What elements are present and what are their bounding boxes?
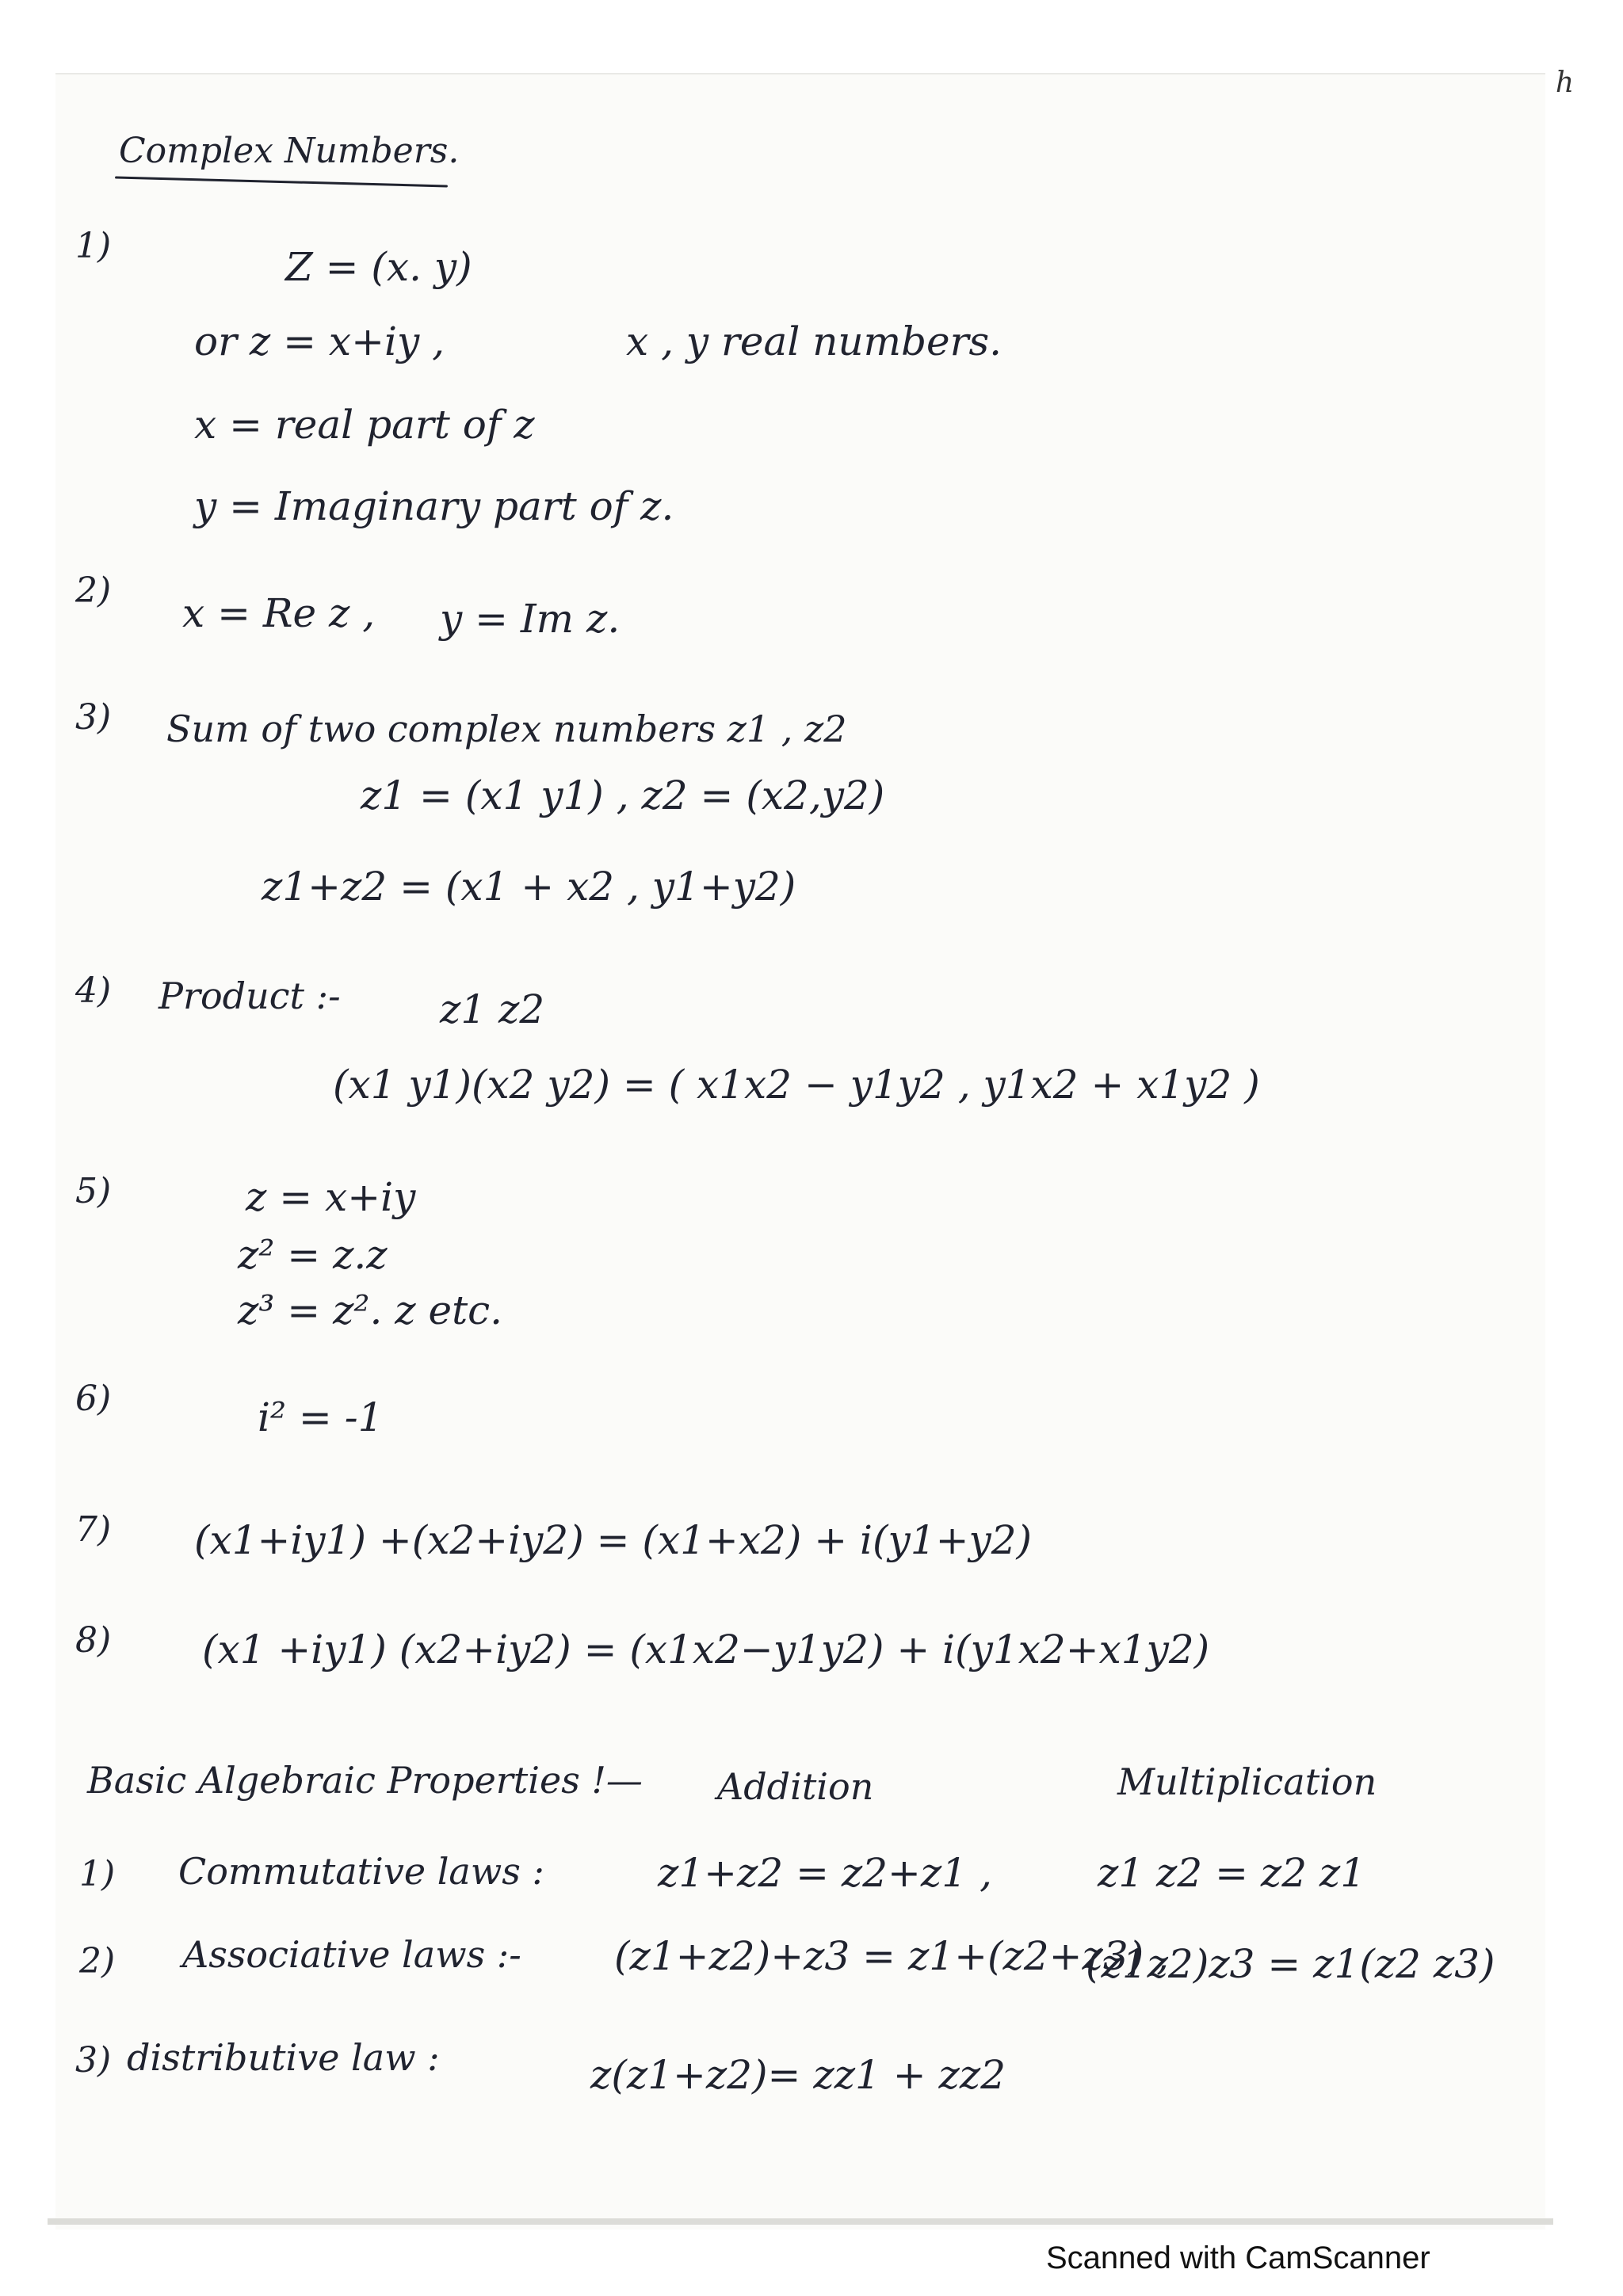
page-title: Complex Numbers. xyxy=(119,131,460,171)
definition-line: x = real part of z xyxy=(194,402,535,448)
notebook-page xyxy=(55,73,1545,2229)
property-multiplication: (z1z2)z3 = z1(z2 z3) xyxy=(1086,1941,1495,1987)
definition-line: z1 = (x1 y1) , z2 = (x2,y2) xyxy=(361,772,885,818)
definition-line: or z = x+iy , xyxy=(194,318,445,364)
definition-line: (x1+iy1) +(x2+iy2) = (x1+x2) + i(y1+y2) xyxy=(194,1517,1033,1563)
definition-line: i² = -1 xyxy=(258,1394,384,1440)
item-number: 1) xyxy=(75,226,112,266)
definition-line: y = Im z. xyxy=(440,596,621,642)
property-number: 2) xyxy=(79,1941,116,1981)
properties-heading: Basic Algebraic Properties !— xyxy=(87,1759,643,1802)
multiplication-column-heading: Multiplication xyxy=(1117,1760,1377,1803)
property-number: 3) xyxy=(75,2040,112,2081)
item-number: 3) xyxy=(75,697,112,738)
item-number: 7) xyxy=(75,1509,112,1550)
property-number: 1) xyxy=(79,1854,116,1894)
property-name: distributive law : xyxy=(127,2036,440,2079)
item-number: 6) xyxy=(75,1379,112,1419)
definition-line: x , y real numbers. xyxy=(626,318,1002,364)
property-addition: z1+z2 = z2+z1 , xyxy=(658,1850,992,1896)
definition-line: y = Imaginary part of z. xyxy=(194,483,674,529)
definition-line: Product :- xyxy=(158,974,341,1017)
item-number: 2) xyxy=(75,570,112,611)
definition-line: Sum of two complex numbers z1 , z2 xyxy=(166,707,847,750)
definition-line: x = Re z , xyxy=(182,590,376,636)
definition-line: z² = z.z xyxy=(238,1232,388,1278)
property-addition: z(z1+z2)= zz1 + zz2 xyxy=(590,2052,1006,2098)
item-number: 4) xyxy=(75,971,112,1011)
property-addition: (z1+z2)+z3 = z1+(z2+z3) , xyxy=(614,1933,1169,1979)
page-shadow xyxy=(48,2218,1553,2225)
addition-column-heading: Addition xyxy=(717,1765,874,1808)
scanner-watermark: Scanned with CamScanner xyxy=(1046,2241,1430,2275)
definition-line: Z = (x. y) xyxy=(285,244,472,290)
property-name: Associative laws :- xyxy=(182,1933,521,1976)
definition-line: z³ = z². z etc. xyxy=(238,1287,503,1333)
definition-line: (x1 +iy1) (x2+iy2) = (x1x2−y1y2) + i(y1x2+x1y2) xyxy=(202,1627,1210,1672)
property-name: Commutative laws : xyxy=(178,1850,544,1893)
definition-line: z = x+iy xyxy=(246,1174,416,1220)
item-number: 5) xyxy=(75,1171,112,1211)
property-multiplication: z1 z2 = z2 z1 xyxy=(1098,1850,1366,1896)
corner-mark: h xyxy=(1555,67,1574,99)
definition-line: z1 z2 xyxy=(440,986,545,1032)
item-number: 8) xyxy=(75,1620,112,1661)
definition-line: z1+z2 = (x1 + x2 , y1+y2) xyxy=(262,864,796,910)
definition-line: (x1 y1)(x2 y2) = ( x1x2 − y1y2 , y1x2 + x1y2 ) xyxy=(333,1062,1260,1108)
